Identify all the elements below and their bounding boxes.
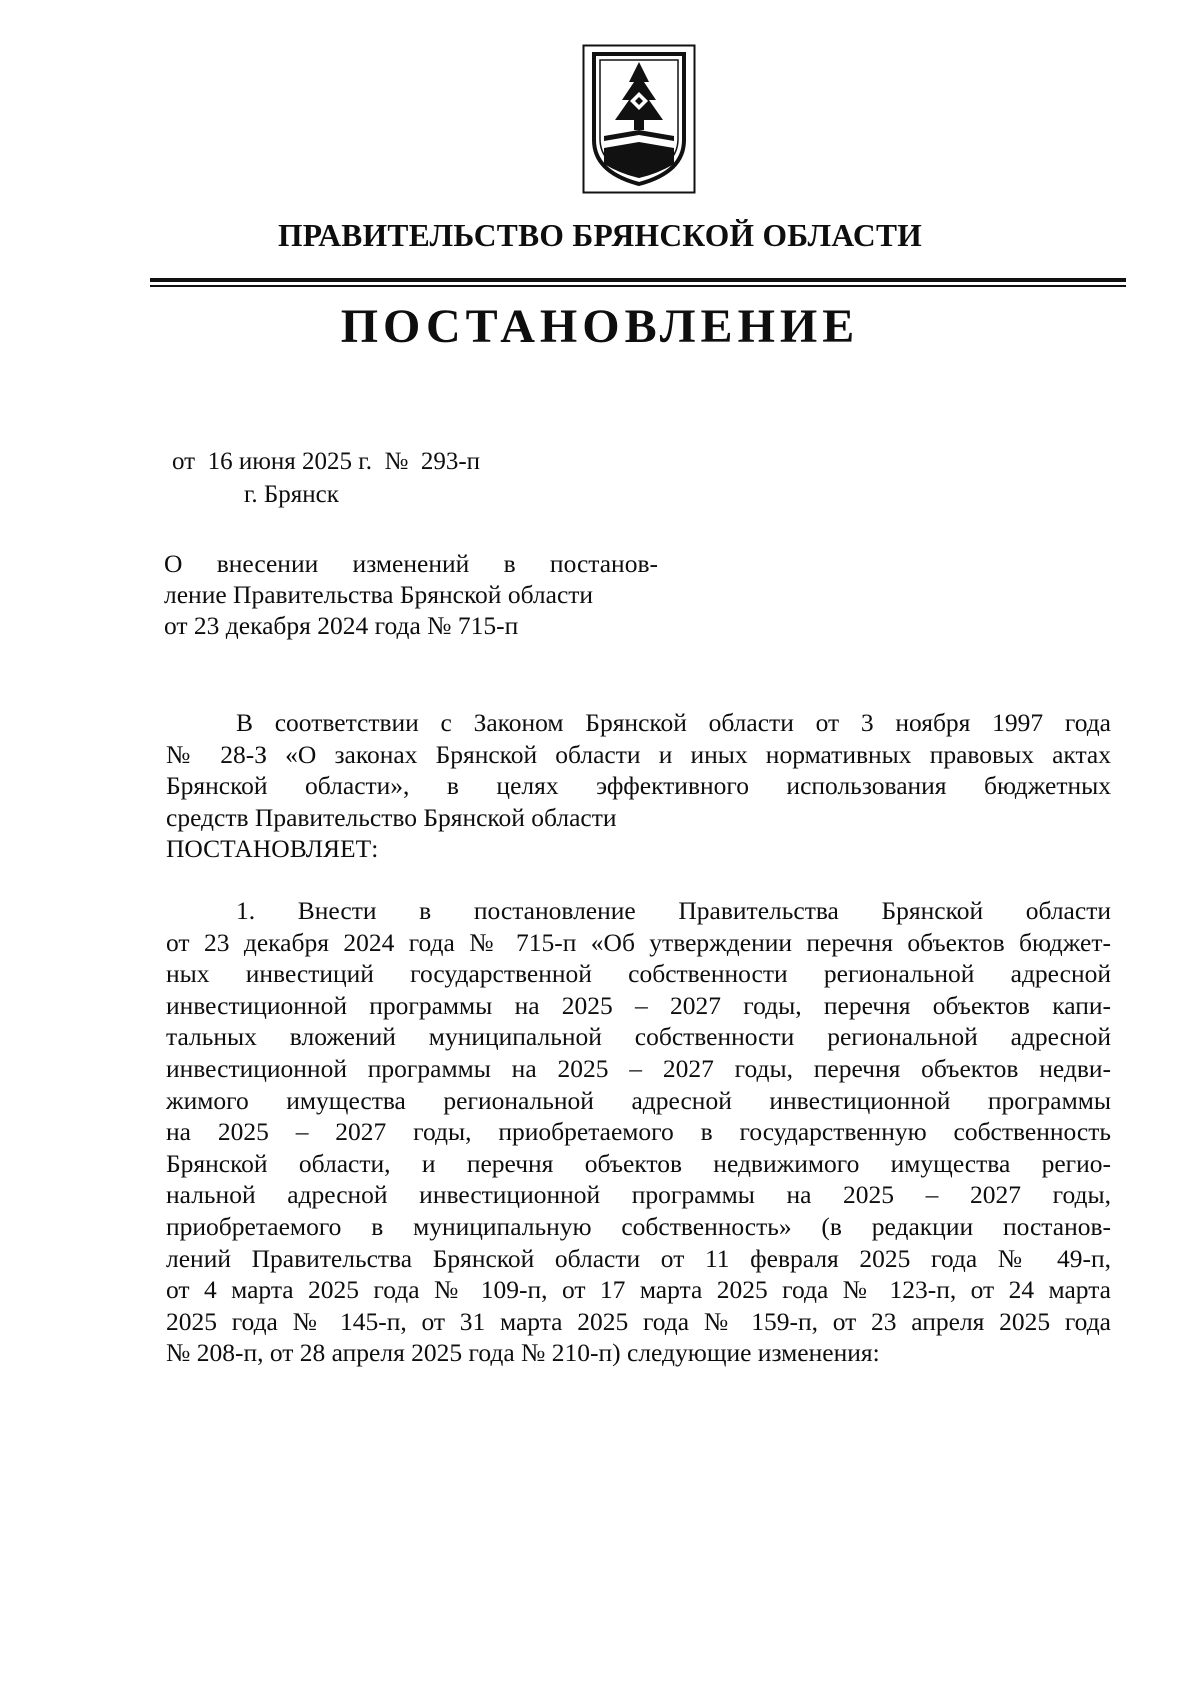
clause-line: от 23 декабря 2024 года № 715-п «Об утверждении перечня объектов бюджет- bbox=[166, 927, 1111, 957]
clause-line: 1. Внести в постановление Правительства Брянской области bbox=[236, 895, 1111, 925]
clause-line: № 208-п, от 28 апреля 2025 года № 210-п) следующие изменения: bbox=[166, 1338, 880, 1368]
clause-line: нальной адресной инвестиционной программы на 2025 – 2027 годы, bbox=[166, 1180, 1111, 1210]
preamble-line: Брянской области», в целях эффективного использования бюджетных bbox=[166, 771, 1111, 801]
coat-of-arms-emblem bbox=[582, 44, 696, 194]
clause-line: приобретаемого в муниципальную собственность» (в редакции постанов- bbox=[166, 1211, 1111, 1241]
document-city: г. Брянск bbox=[244, 481, 339, 508]
clause-line: Брянской области, и перечня объектов недвижимого имущества регио- bbox=[166, 1148, 1111, 1178]
document-body bbox=[166, 707, 1111, 1369]
clause-line: лений Правительства Брянской области от 11 февраля 2025 года № 49-п, bbox=[166, 1243, 1111, 1273]
subject-line: О внесении изменений в постанов- bbox=[164, 549, 658, 578]
clause-line: от 4 марта 2025 года № 109-п, от 17 марта 2025 года № 123-п, от 24 марта bbox=[166, 1275, 1111, 1305]
preamble-line: № 28-З «О законах Брянской области и иных нормативных правовых актах bbox=[166, 739, 1111, 769]
clause-line: жимого имущества региональной адресной инвестиционной программы bbox=[166, 1085, 1111, 1115]
header-divider-thick bbox=[150, 278, 1126, 282]
resolution-word: ПОСТАНОВЛЯЕТ: bbox=[166, 834, 379, 864]
clause-line: 2025 года № 145-п, от 31 марта 2025 года № 159-п, от 23 апреля 2025 года bbox=[166, 1306, 1111, 1336]
organization-name: ПРАВИТЕЛЬСТВО БРЯНСКОЙ ОБЛАСТИ bbox=[277, 218, 923, 253]
preamble-line: средств Правительство Брянской области bbox=[166, 802, 617, 832]
document-subject bbox=[164, 548, 658, 641]
clause-line: на 2025 – 2027 годы, приобретаемого в государственную собственность bbox=[166, 1117, 1111, 1147]
subject-line: от 23 декабря 2024 года № 715-п bbox=[164, 611, 519, 640]
clause-line: инвестиционной программы на 2025 – 2027 годы, перечня объектов капи- bbox=[166, 990, 1111, 1020]
document-date-number: от 16 июня 2025 г. № 293-п bbox=[172, 448, 481, 475]
header-divider-thin bbox=[150, 285, 1126, 287]
clause-line: ных инвестиций государственной собственности региональной адресной bbox=[166, 959, 1111, 989]
preamble-line: В соответствии с Законом Брянской области от 3 ноября 1997 года bbox=[236, 708, 1111, 737]
clause-line: инвестиционной программы на 2025 – 2027 годы, перечня объектов недви- bbox=[166, 1053, 1111, 1083]
subject-line: ление Правительства Брянской области bbox=[164, 580, 594, 609]
bryansk-coat-of-arms-icon bbox=[582, 44, 696, 194]
clause-line: тальных вложений муниципальной собственности региональной адресной bbox=[166, 1022, 1111, 1052]
document-type-title: ПОСТАНОВЛЕНИЕ bbox=[340, 300, 860, 353]
